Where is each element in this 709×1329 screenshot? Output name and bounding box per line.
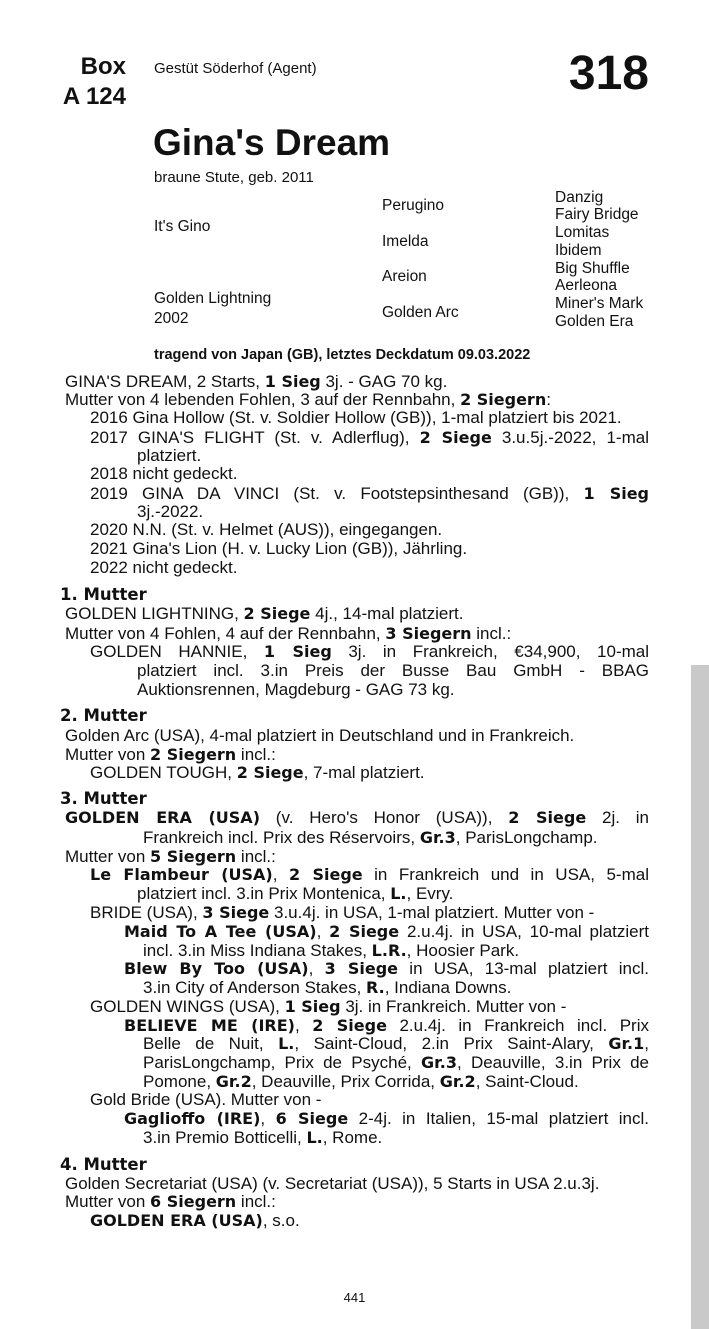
- foal-2017-cont: platziert.: [137, 446, 202, 465]
- m3-offspring-1: Le Flambeur (USA), 2 Siege in Frankreich und in USA, 5-mal: [90, 865, 649, 884]
- m2-record: Golden Arc (USA), 4-mal platziert in Deutschland und in Frankreich.: [65, 726, 575, 745]
- pedigree-dsd: Aerleona: [555, 277, 618, 294]
- m3-offspring-1-cont: platziert incl. 3.in Prix Montenica, L., Evry.: [137, 884, 454, 903]
- horse-name: Gina's Dream: [153, 122, 391, 163]
- foal-2022: 2022 nicht gedeckt.: [90, 558, 238, 577]
- pedigree-dam-year: 2002: [154, 310, 189, 327]
- m3-grand-offspring-2-cont: 3.in City of Anderson Stakes, R., Indiana Downs.: [143, 978, 512, 997]
- m4-produce: Mutter von 6 Siegern incl.:: [65, 1192, 276, 1211]
- lot-number: 318: [568, 47, 649, 100]
- pedigree-dd: Golden Arc: [382, 304, 459, 321]
- pedigree-dds: Miner's Mark: [555, 295, 644, 312]
- foal-2018: 2018 nicht gedeckt.: [90, 464, 238, 483]
- m3-grand-offspring-4: Gaglioffo (IRE), 6 Siege 2-4j. in Italien, 15-mal platziert incl.: [124, 1109, 649, 1128]
- page-number: 441: [343, 1290, 366, 1305]
- pedigree-ss: Perugino: [382, 197, 445, 214]
- m3-produce: Mutter von 5 Siegern incl.:: [65, 847, 276, 866]
- pedigree-ssd: Fairy Bridge: [555, 206, 639, 223]
- m3-grand-offspring-3-cont2: ParisLongchamp, Prix de Psyché, Gr.3, Deauville, 3.in Prix de: [143, 1053, 649, 1072]
- section-heading-4: 4. Mutter: [60, 1155, 147, 1174]
- section-heading-1: 1. Mutter: [60, 585, 147, 604]
- m3-grand-offspring-1-cont: incl. 3.in Miss Indiana Stakes, L.R., Hoosier Park.: [143, 941, 520, 960]
- section-heading-2: 2. Mutter: [60, 706, 147, 725]
- m3-offspring-3: GOLDEN WINGS (USA), 1 Sieg 3j. in Frankreich. Mutter von -: [90, 997, 567, 1016]
- pedigree-dss: Big Shuffle: [555, 260, 630, 277]
- m2-offspring-1: GOLDEN TOUGH, 2 Siege, 7-mal platziert.: [90, 763, 425, 782]
- box-number: A 124: [62, 83, 126, 110]
- m3-grand-offspring-1: Maid To A Tee (USA), 2 Siege 2.u.4j. in USA, 10-mal platziert: [124, 922, 649, 941]
- own-produce-summary: Mutter von 4 lebenden Fohlen, 3 auf der Rennbahn, 2 Siegern:: [65, 390, 551, 409]
- m3-record-cont: Frankreich incl. Prix des Réservoirs, Gr.3, ParisLongchamp.: [143, 828, 598, 847]
- box-label: [60, 52, 126, 112]
- pedigree-ds: Areion: [382, 268, 427, 285]
- m1-offspring-1-cont: platziert incl. 3.in Preis der Busse Bau GmbH - BBAG: [137, 661, 649, 680]
- horse-description: braune Stute, geb. 2011: [154, 169, 314, 186]
- m3-grand-offspring-4-cont: 3.in Premio Botticelli, L., Rome.: [143, 1128, 383, 1147]
- section-heading-3: 3. Mutter: [60, 789, 147, 808]
- pedigree-sd: Imelda: [382, 233, 429, 250]
- foal-2019-cont: 3j.-2022.: [137, 502, 204, 521]
- box-title: Box: [80, 53, 126, 80]
- scrollbar[interactable]: [691, 665, 709, 1329]
- pedigree-sss: Danzig: [555, 189, 604, 206]
- pedigree-sdd: Ibidem: [555, 242, 602, 259]
- m3-grand-offspring-3-cont3: Pomone, Gr.2, Deauville, Prix Corrida, Gr.2, Saint-Cloud.: [143, 1072, 579, 1091]
- foal-2017: 2017 GINA'S FLIGHT (St. v. Adlerflug), 2 Siege 3.u.5j.-2022, 1-mal: [90, 428, 649, 447]
- pedigree-sds: Lomitas: [555, 224, 610, 241]
- pedigree-dam: Golden Lightning: [154, 290, 272, 307]
- m3-grand-offspring-3: BELIEVE ME (IRE), 2 Siege 2.u.4j. in Frankreich incl. Prix: [124, 1016, 649, 1035]
- m3-offspring-2: BRIDE (USA), 3 Siege 3.u.4j. in USA, 1-mal platziert. Mutter von -: [90, 903, 595, 922]
- m3-offspring-4: Gold Bride (USA). Mutter von -: [90, 1090, 322, 1109]
- own-record: GINA'S DREAM, 2 Starts, 1 Sieg 3j. - GAG 70 kg.: [65, 372, 448, 391]
- m4-offspring-1: GOLDEN ERA (USA), s.o.: [90, 1211, 300, 1230]
- consignor: Gestüt Söderhof (Agent): [154, 60, 317, 77]
- m1-produce: Mutter von 4 Fohlen, 4 auf der Rennbahn, 3 Siegern incl.:: [65, 624, 512, 643]
- covering-note: tragend von Japan (GB), letztes Deckdatum 09.03.2022: [154, 347, 531, 363]
- m4-record: Golden Secretariat (USA) (v. Secretariat (USA)), 5 Starts in USA 2.u.3j.: [65, 1174, 600, 1193]
- m1-record: GOLDEN LIGHTNING, 2 Siege 4j., 14-mal platziert.: [65, 604, 464, 623]
- m1-offspring-1: GOLDEN HANNIE, 1 Sieg 3j. in Frankreich, €34,900, 10-mal: [90, 642, 650, 661]
- m3-grand-offspring-2: Blew By Too (USA), 3 Siege in USA, 13-mal platziert incl.: [124, 959, 649, 978]
- pedigree-ddd: Golden Era: [555, 313, 634, 330]
- m1-offspring-1-cont2: Auktionsrennen, Magdeburg - GAG 73 kg.: [137, 680, 455, 699]
- foal-2016: 2016 Gina Hollow (St. v. Soldier Hollow (GB)), 1-mal platziert bis 2021.: [90, 408, 622, 427]
- m2-produce: Mutter von 2 Siegern incl.:: [65, 745, 276, 764]
- foal-2020: 2020 N.N. (St. v. Helmet (AUS)), eingegangen.: [90, 520, 443, 539]
- pedigree-sire: It's Gino: [154, 218, 211, 235]
- foal-2019: 2019 GINA DA VINCI (St. v. Footstepsinthesand (GB)), 1 Sieg: [90, 484, 650, 503]
- foal-2021: 2021 Gina's Lion (H. v. Lucky Lion (GB)), Jährling.: [90, 539, 468, 558]
- m3-grand-offspring-3-cont: Belle de Nuit, L., Saint-Cloud, 2.in Prix Saint-Alary, Gr.1,: [143, 1034, 649, 1053]
- m3-record: GOLDEN ERA (USA) (v. Hero's Honor (USA)), 2 Siege 2j. in: [65, 808, 649, 827]
